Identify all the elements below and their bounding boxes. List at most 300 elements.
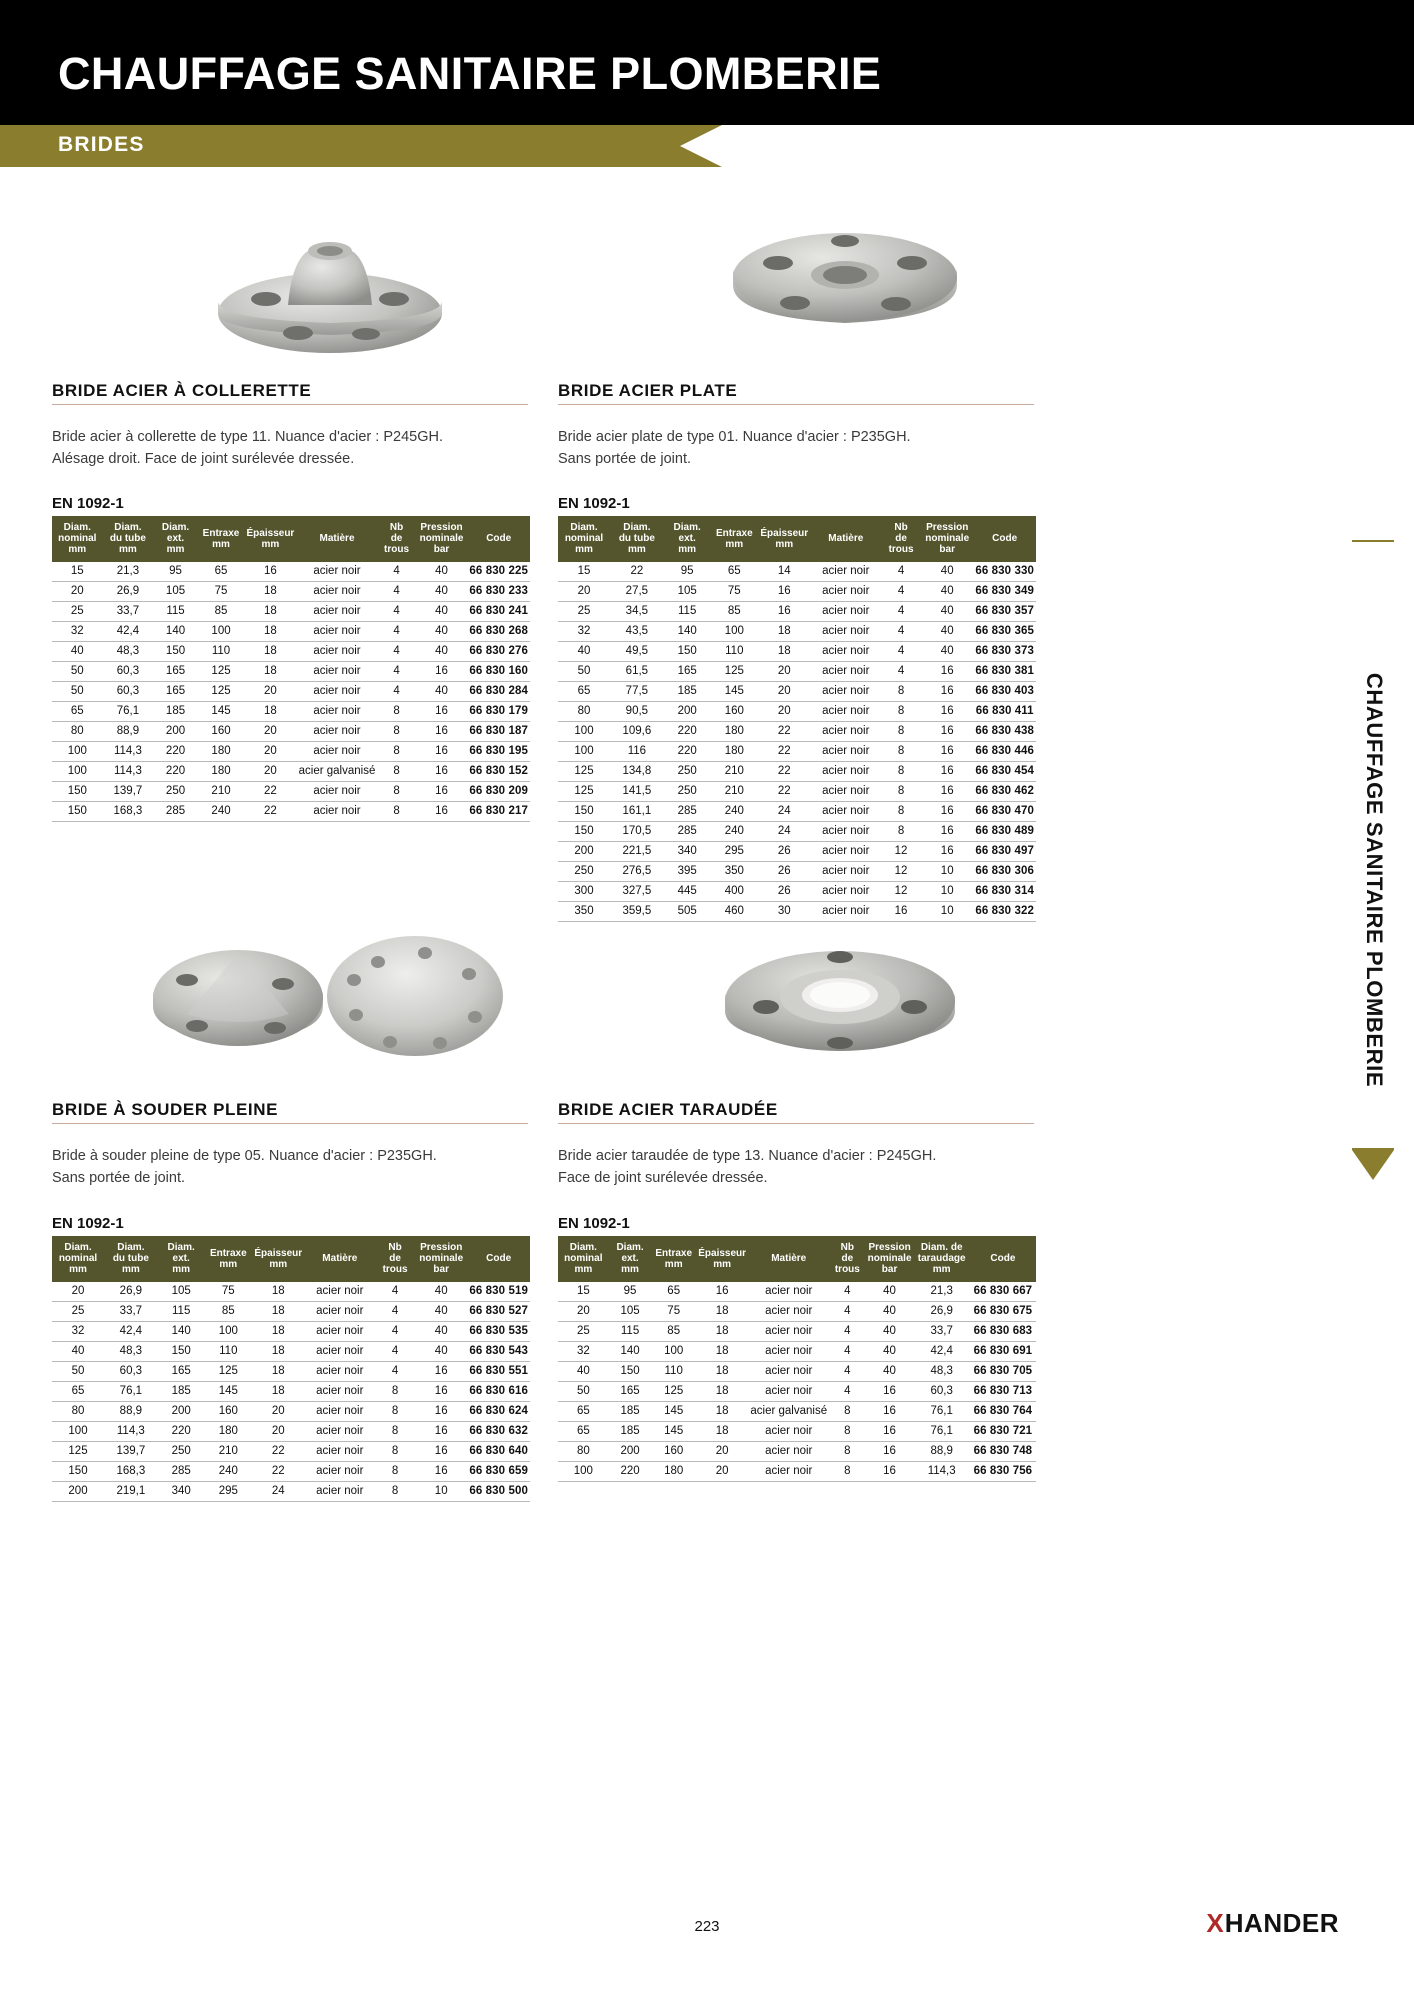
table-row (52, 562, 530, 582)
product-code-cell: 66 830 284 (467, 681, 530, 701)
product-code-cell: 66 830 365 (973, 621, 1036, 641)
table-cell: 116 (610, 741, 664, 761)
column-header: Diam. nominal mm (558, 1236, 609, 1282)
table-cell: 75 (711, 581, 758, 601)
table-cell: acier noir (297, 721, 378, 741)
table-cell: 18 (252, 1381, 305, 1401)
table-cell: 8 (881, 781, 921, 801)
table-cell: 20 (758, 661, 811, 681)
table-cell: 25 (558, 1321, 609, 1341)
table-cell: 300 (558, 881, 610, 901)
table-cell: 240 (711, 801, 758, 821)
table-cell: 100 (52, 761, 103, 781)
table-cell: 141,5 (610, 781, 664, 801)
table-row (52, 1441, 530, 1461)
table-cell: 80 (558, 701, 610, 721)
product-rule-3 (52, 1123, 528, 1124)
table-cell: 145 (651, 1401, 696, 1421)
column-header: Nb de trous (375, 1236, 415, 1282)
table-cell: acier noir (748, 1301, 829, 1321)
table-cell: 16 (866, 1461, 914, 1481)
table-row (558, 1421, 1036, 1441)
side-tab-chevron-icon (1352, 1150, 1394, 1192)
table-cell: 16 (921, 821, 973, 841)
table-cell: 16 (866, 1401, 914, 1421)
table-cell: 16 (866, 1381, 914, 1401)
table-cell: 110 (198, 641, 244, 661)
table-cell: 10 (921, 861, 973, 881)
table-cell: 210 (198, 781, 244, 801)
table-row (558, 701, 1036, 721)
product-code-cell: 66 830 179 (467, 701, 530, 721)
product-code-cell: 66 830 187 (467, 721, 530, 741)
table-cell: 16 (921, 661, 973, 681)
table-cell: 125 (558, 781, 610, 801)
table-cell: 25 (558, 601, 610, 621)
table-row (558, 621, 1036, 641)
column-header: Nb de trous (829, 1236, 866, 1282)
table-cell: 8 (377, 761, 415, 781)
table-cell: 100 (711, 621, 758, 641)
table-cell: 125 (711, 661, 758, 681)
table-row (52, 621, 530, 641)
table-cell: 20 (244, 721, 296, 741)
table-cell: 105 (153, 581, 198, 601)
table-row (52, 701, 530, 721)
table-row (558, 781, 1036, 801)
table-cell: 20 (244, 681, 296, 701)
table-row (52, 681, 530, 701)
product-code-cell: 66 830 519 (467, 1282, 530, 1302)
table-cell: 18 (244, 661, 296, 681)
table-cell: 10 (921, 901, 973, 921)
table-cell: 33,7 (104, 1301, 158, 1321)
table-row (52, 781, 530, 801)
table-cell: acier noir (748, 1341, 829, 1361)
table-cell: 24 (758, 821, 811, 841)
table-cell: 4 (829, 1301, 866, 1321)
table-cell: 32 (52, 1321, 104, 1341)
table-cell: 14 (758, 562, 811, 582)
table-cell: 100 (52, 741, 103, 761)
table-cell: 60,3 (103, 661, 154, 681)
table-cell: 34,5 (610, 601, 664, 621)
table-cell: 8 (829, 1421, 866, 1441)
table-cell: 125 (198, 661, 244, 681)
table-cell: acier noir (748, 1461, 829, 1481)
table-cell: 180 (198, 761, 244, 781)
column-header: Nb de trous (881, 516, 921, 562)
product-code-cell: 66 830 551 (467, 1361, 530, 1381)
column-header: Matière (305, 1236, 376, 1282)
page-number: 223 (694, 1918, 720, 1935)
product-code-cell: 66 830 195 (467, 741, 530, 761)
table-cell: 32 (52, 621, 103, 641)
table-row (52, 1421, 530, 1441)
column-header: Matière (811, 516, 882, 562)
table-cell: 40 (921, 621, 973, 641)
table-cell: 18 (252, 1321, 305, 1341)
table-cell: acier noir (811, 721, 882, 741)
table-cell: 165 (609, 1381, 652, 1401)
table-cell: 134,8 (610, 761, 664, 781)
weld-neck-flange-photo (180, 195, 480, 365)
table-cell: 26 (758, 881, 811, 901)
product-code-cell: 66 830 322 (973, 901, 1036, 921)
spec-table-3 (52, 1236, 530, 1502)
table-cell: 170,5 (610, 821, 664, 841)
table-cell: 50 (52, 681, 103, 701)
table-cell: 460 (711, 901, 758, 921)
product-title-4: BRIDE ACIER TARAUDÉE (558, 1100, 778, 1119)
section-banner-arrow (680, 125, 722, 167)
table-cell: 40 (866, 1282, 914, 1302)
table-cell: 16 (866, 1441, 914, 1461)
table-cell: 160 (205, 1401, 252, 1421)
standard-label-4: EN 1092-1 (558, 1215, 630, 1232)
product-title-2: BRIDE ACIER PLATE (558, 381, 738, 400)
table-cell: 76,1 (914, 1401, 970, 1421)
table-cell: acier noir (811, 701, 882, 721)
product-code-cell: 66 830 268 (467, 621, 530, 641)
table-cell: 8 (375, 1421, 415, 1441)
table-cell: 100 (558, 741, 610, 761)
product-code-cell: 66 830 721 (970, 1421, 1036, 1441)
table-cell: 18 (244, 641, 296, 661)
product-code-cell: 66 830 632 (467, 1421, 530, 1441)
table-cell: 88,9 (914, 1441, 970, 1461)
table-cell: 100 (651, 1341, 696, 1361)
table-cell: 100 (198, 621, 244, 641)
table-row (52, 1481, 530, 1501)
table-cell: 4 (377, 661, 415, 681)
table-cell: acier noir (811, 821, 882, 841)
table-cell: 21,3 (103, 562, 154, 582)
product-code-cell: 66 830 683 (970, 1321, 1036, 1341)
table-cell: 16 (921, 781, 973, 801)
table-cell: 50 (52, 661, 103, 681)
table-row (558, 1341, 1036, 1361)
column-header: Diam. ext. mm (609, 1236, 652, 1282)
table-cell: 110 (711, 641, 758, 661)
table-cell: 33,7 (914, 1321, 970, 1341)
table-cell: 110 (651, 1361, 696, 1381)
table-cell: acier noir (811, 621, 882, 641)
table-cell: 40 (921, 562, 973, 582)
table-cell: 16 (416, 781, 468, 801)
table-cell: 40 (415, 1321, 467, 1341)
table-cell: 4 (829, 1321, 866, 1341)
table-cell: acier noir (811, 681, 882, 701)
table-cell: acier noir (305, 1381, 376, 1401)
table-cell: 16 (415, 1381, 467, 1401)
table-cell: 80 (52, 1401, 104, 1421)
table-cell: 16 (921, 761, 973, 781)
table-cell: 340 (158, 1481, 205, 1501)
table-cell: 150 (153, 641, 198, 661)
table-cell: 40 (415, 1282, 467, 1302)
table-cell: 4 (377, 601, 415, 621)
table-cell: 16 (921, 681, 973, 701)
table-row (558, 1461, 1036, 1481)
product-code-cell: 66 830 225 (467, 562, 530, 582)
table-cell: 115 (609, 1321, 652, 1341)
product-description-4 (558, 1145, 1058, 1190)
table-cell: 18 (758, 641, 811, 661)
table-cell: 295 (205, 1481, 252, 1501)
table-cell: 85 (651, 1321, 696, 1341)
column-header: Pression nominale bar (866, 1236, 914, 1282)
table-cell: 4 (375, 1282, 415, 1302)
table-cell: 125 (205, 1361, 252, 1381)
table-cell: 4 (377, 641, 415, 661)
product-title-1: BRIDE ACIER À COLLERETTE (52, 381, 312, 400)
table-row (52, 1461, 530, 1481)
table-cell: 250 (158, 1441, 205, 1461)
table-cell: 200 (664, 701, 711, 721)
table-cell: 15 (558, 1282, 609, 1302)
table-row (52, 641, 530, 661)
table-cell: 65 (558, 1421, 609, 1441)
table-cell: 77,5 (610, 681, 664, 701)
column-header: Pression nominale bar (416, 516, 468, 562)
table-cell: 185 (609, 1401, 652, 1421)
table-cell: 220 (609, 1461, 652, 1481)
table-cell: 32 (558, 1341, 609, 1361)
table-row (52, 741, 530, 761)
table-cell: 150 (609, 1361, 652, 1381)
table-cell: 10 (921, 881, 973, 901)
table-row (558, 1301, 1036, 1321)
table-row (558, 581, 1036, 601)
table-cell: 40 (416, 562, 468, 582)
table-cell: acier noir (297, 701, 378, 721)
table-cell: acier noir (305, 1301, 376, 1321)
product-code-cell: 66 830 381 (973, 661, 1036, 681)
table-row (52, 1341, 530, 1361)
table-cell: 16 (415, 1461, 467, 1481)
product-description-2-line2: Sans portée de joint. (558, 451, 692, 468)
table-cell: 24 (758, 801, 811, 821)
table-cell: 219,1 (104, 1481, 158, 1501)
table-cell: acier noir (297, 641, 378, 661)
table-cell: 25 (52, 1301, 104, 1321)
table-cell: acier noir (811, 801, 882, 821)
brand-x-mark: X (1206, 1908, 1223, 1938)
table-cell: 20 (696, 1441, 748, 1461)
table-cell: 8 (881, 821, 921, 841)
product-description-3-line1: Bride à souder pleine de type 05. Nuance d'acier : P235GH. (52, 1148, 437, 1164)
table-cell: 22 (244, 801, 296, 821)
table-cell: 8 (881, 761, 921, 781)
table-cell: 105 (609, 1301, 652, 1321)
column-header: Matière (748, 1236, 829, 1282)
product-description-3-line2: Sans portée de joint. (52, 1170, 186, 1187)
table-cell: 114,3 (914, 1461, 970, 1481)
table-cell: 75 (651, 1301, 696, 1321)
table-header-row (558, 516, 1036, 562)
table-cell: 115 (158, 1301, 205, 1321)
standard-label-1: EN 1092-1 (52, 495, 124, 512)
table-cell: 4 (377, 562, 415, 582)
table-cell: 185 (664, 681, 711, 701)
table-cell: 165 (153, 681, 198, 701)
table-cell: 16 (415, 1421, 467, 1441)
table-cell: 180 (711, 741, 758, 761)
table-row (52, 1282, 530, 1302)
table-cell: 88,9 (104, 1401, 158, 1421)
table-cell: 110 (205, 1341, 252, 1361)
spec-table-1 (52, 516, 530, 822)
product-code-cell: 66 830 640 (467, 1441, 530, 1461)
table-cell: 200 (52, 1481, 104, 1501)
brand-wordmark: HANDER (1224, 1908, 1339, 1938)
table-cell: 505 (664, 901, 711, 921)
table-cell: acier noir (811, 601, 882, 621)
column-header: Entraxe mm (651, 1236, 696, 1282)
column-header: Nb de trous (377, 516, 415, 562)
table-cell: acier noir (811, 861, 882, 881)
table-cell: 20 (696, 1461, 748, 1481)
table-cell: 8 (377, 781, 415, 801)
product-code-cell: 66 830 373 (973, 641, 1036, 661)
table-row (558, 841, 1036, 861)
table-cell: 16 (416, 761, 468, 781)
product-code-cell: 66 830 454 (973, 761, 1036, 781)
table-cell: 4 (881, 661, 921, 681)
column-header: Entraxe mm (205, 1236, 252, 1282)
side-tab-label: CHAUFFAGE SANITAIRE PLOMBERIE (1362, 672, 1388, 1088)
column-header: Épaisseur mm (696, 1236, 748, 1282)
product-code-cell: 66 830 438 (973, 721, 1036, 741)
column-header: Diam. ext. mm (664, 516, 711, 562)
table-cell: 400 (711, 881, 758, 901)
table-cell: 18 (244, 701, 296, 721)
table-cell: 240 (711, 821, 758, 841)
table-cell: 4 (375, 1341, 415, 1361)
table-cell: 40 (52, 1341, 104, 1361)
table-cell: 109,6 (610, 721, 664, 741)
table-cell: acier noir (811, 781, 882, 801)
table-cell: 18 (758, 621, 811, 641)
table-cell: 150 (52, 781, 103, 801)
product-code-cell: 66 830 276 (467, 641, 530, 661)
table-row (52, 1301, 530, 1321)
table-cell: 48,3 (914, 1361, 970, 1381)
table-cell: 65 (558, 1401, 609, 1421)
table-row (558, 801, 1036, 821)
table-cell: 16 (881, 901, 921, 921)
table-cell: 65 (711, 562, 758, 582)
table-cell: 16 (696, 1282, 748, 1302)
table-row (558, 1361, 1036, 1381)
table-cell: acier noir (297, 681, 378, 701)
table-cell: 4 (881, 601, 921, 621)
table-cell: 95 (609, 1282, 652, 1302)
product-code-cell: 66 830 217 (467, 801, 530, 821)
product-code-cell: 66 830 160 (467, 661, 530, 681)
column-header: Diam. du tube mm (610, 516, 664, 562)
table-row (558, 821, 1036, 841)
table-cell: 65 (52, 1381, 104, 1401)
table-cell: 8 (829, 1441, 866, 1461)
table-row (52, 1321, 530, 1341)
column-header: Code (973, 516, 1036, 562)
product-rule-1 (52, 404, 528, 405)
product-description-2 (558, 426, 1058, 471)
table-cell: 4 (881, 562, 921, 582)
table-cell: 12 (881, 881, 921, 901)
table-cell: 65 (52, 701, 103, 721)
table-cell: 8 (829, 1461, 866, 1481)
table-cell: 140 (664, 621, 711, 641)
table-cell: acier noir (811, 581, 882, 601)
table-row (558, 1401, 1036, 1421)
table-row (52, 801, 530, 821)
table-cell: 115 (153, 601, 198, 621)
table-cell: 160 (198, 721, 244, 741)
table-cell: 145 (205, 1381, 252, 1401)
table-cell: 18 (244, 601, 296, 621)
table-cell: 42,4 (104, 1321, 158, 1341)
table-cell: 24 (252, 1481, 305, 1501)
table-cell: 20 (252, 1421, 305, 1441)
table-cell: acier noir (305, 1461, 376, 1481)
table-cell: 16 (758, 601, 811, 621)
table-cell: 22 (758, 721, 811, 741)
table-cell: 210 (711, 781, 758, 801)
table-cell: 185 (153, 701, 198, 721)
table-cell: 165 (158, 1361, 205, 1381)
table-cell: 18 (696, 1321, 748, 1341)
column-header: Diam. du tube mm (103, 516, 154, 562)
table-cell: 185 (609, 1421, 652, 1441)
product-code-cell: 66 830 713 (970, 1381, 1036, 1401)
table-row (558, 881, 1036, 901)
table-cell: 65 (198, 562, 244, 582)
table-cell: 220 (664, 741, 711, 761)
column-header: Diam. nominal mm (558, 516, 610, 562)
table-cell: 16 (416, 661, 468, 681)
table-cell: acier noir (811, 901, 882, 921)
table-cell: acier noir (811, 741, 882, 761)
table-cell: 16 (921, 721, 973, 741)
column-header: Diam. ext. mm (158, 1236, 205, 1282)
product-description-1 (52, 426, 552, 471)
table-cell: acier noir (305, 1321, 376, 1341)
table-cell: 76,1 (914, 1421, 970, 1441)
table-cell: 49,5 (610, 641, 664, 661)
table-cell: acier noir (748, 1282, 829, 1302)
table-cell: 40 (558, 641, 610, 661)
table-cell: 22 (610, 562, 664, 582)
table-cell: 16 (921, 841, 973, 861)
side-tab (1354, 560, 1394, 1200)
table-cell: 75 (198, 581, 244, 601)
product-code-cell: 66 830 500 (467, 1481, 530, 1501)
table-cell: 285 (158, 1461, 205, 1481)
table-cell: 180 (711, 721, 758, 741)
product-rule-2 (558, 404, 1034, 405)
product-code-cell: 66 830 497 (973, 841, 1036, 861)
table-cell: 32 (558, 621, 610, 641)
table-cell: acier noir (305, 1481, 376, 1501)
table-cell: 22 (252, 1461, 305, 1481)
table-cell: 8 (829, 1401, 866, 1421)
table-cell: 26 (758, 841, 811, 861)
table-cell: 4 (829, 1361, 866, 1381)
table-cell: 40 (415, 1301, 467, 1321)
